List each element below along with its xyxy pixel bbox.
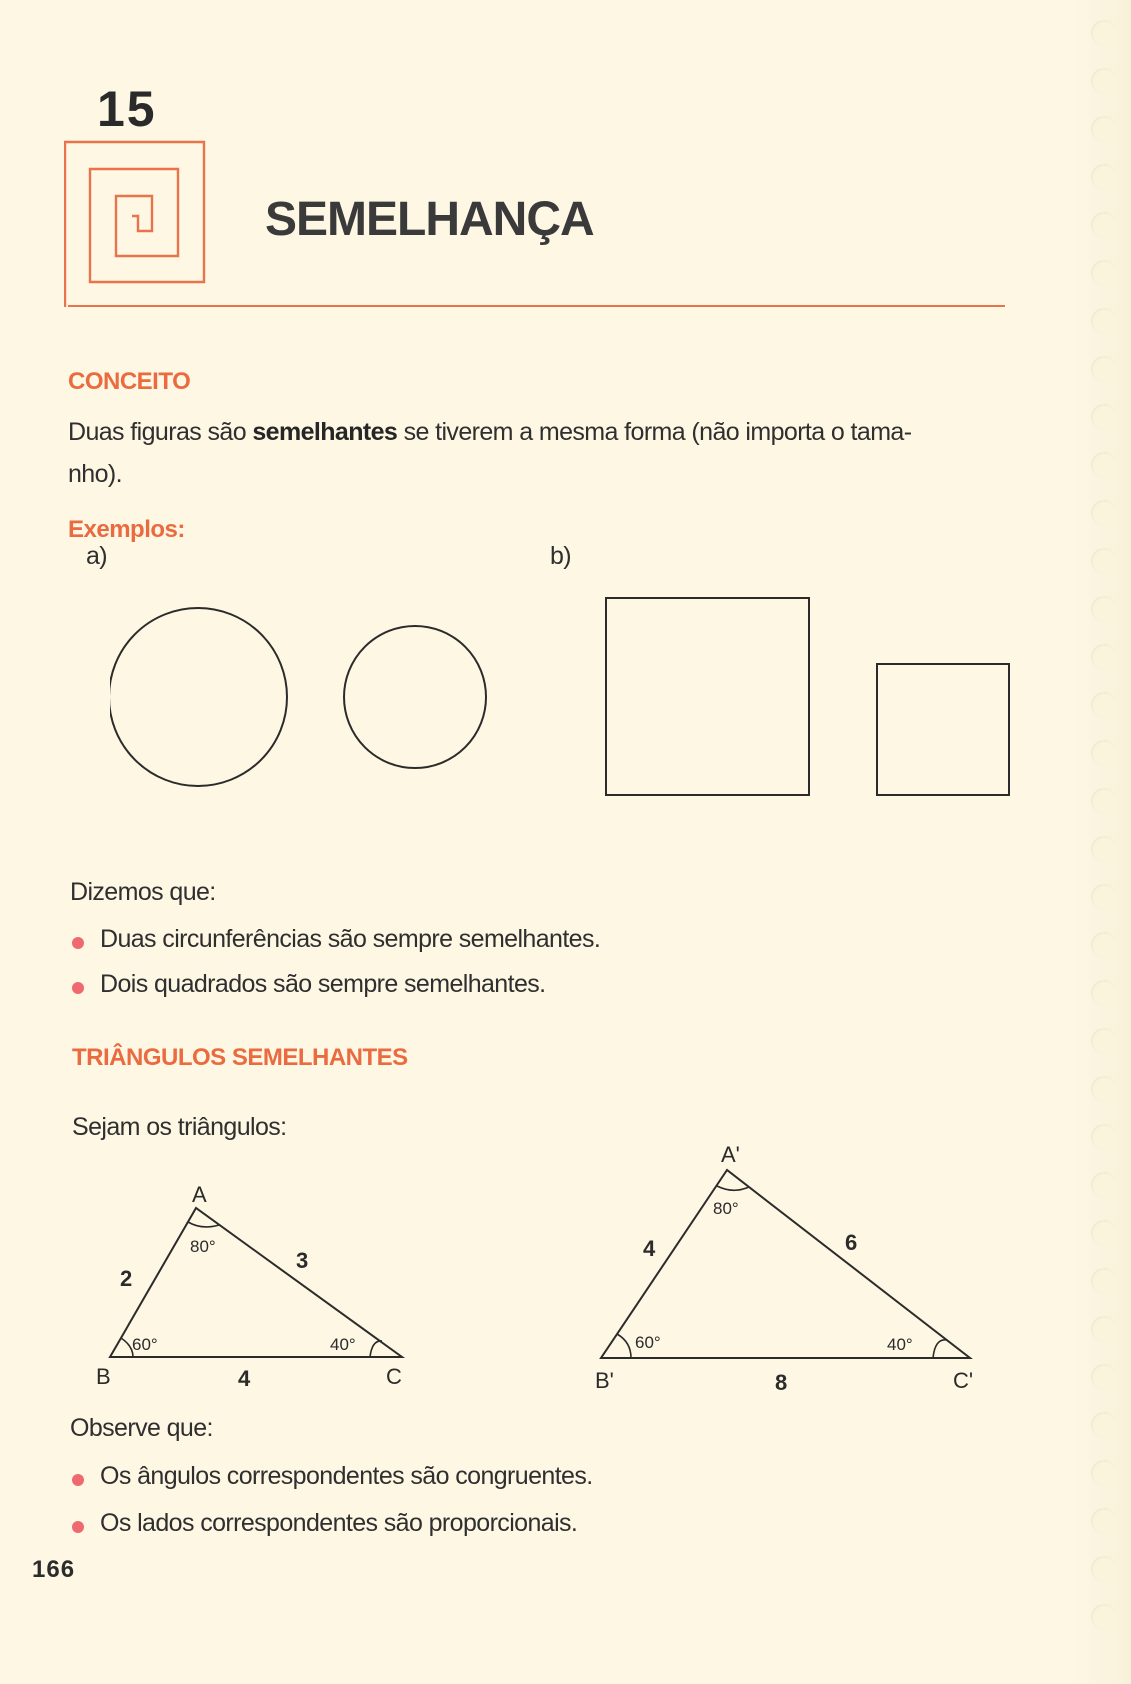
binder-hole	[1091, 500, 1117, 526]
angle-arc-c-prime	[933, 1340, 947, 1358]
binder-hole	[1091, 356, 1117, 382]
angle-label-a: 80°	[190, 1237, 216, 1256]
bullet-dot	[72, 1521, 84, 1533]
dizemos-intro: Dizemos que:	[70, 878, 216, 906]
angle-arc-b-prime	[617, 1334, 631, 1358]
large-square	[606, 598, 809, 795]
side-label-b-prime-c-prime: 8	[775, 1370, 788, 1395]
exemplos-heading: Exemplos:	[68, 516, 185, 543]
triangle-abc-prime-shape	[601, 1170, 970, 1358]
angle-arc-a-prime	[717, 1186, 749, 1190]
binder-hole	[1091, 692, 1117, 718]
conceito-paragraph-line2: nho).	[68, 460, 122, 488]
bullet-dot	[72, 1474, 84, 1486]
binder-hole	[1091, 548, 1117, 574]
observe-intro: Observe que:	[70, 1414, 213, 1442]
binder-hole	[1091, 932, 1117, 958]
side-label-ab: 2	[120, 1266, 133, 1291]
binder-hole	[1091, 212, 1117, 238]
dizemos-bullet-2: Dois quadrados são sempre semelhantes.	[100, 970, 546, 998]
conceito-paragraph-line1	[68, 418, 911, 447]
angle-arc-a	[188, 1222, 219, 1227]
binder-holes-strip	[1071, 0, 1131, 1684]
binder-hole	[1091, 1316, 1117, 1342]
conceito-heading: CONCEITO	[68, 368, 191, 395]
chapter-spiral-icon	[64, 136, 214, 308]
conceito-text-before: Duas figuras são	[68, 418, 253, 446]
binder-hole	[1091, 1124, 1117, 1150]
binder-hole	[1091, 980, 1117, 1006]
bullet-dot	[72, 982, 84, 994]
vertex-label-b-prime: B'	[595, 1368, 614, 1393]
triangulos-heading: TRIÂNGULOS SEMELHANTES	[72, 1044, 408, 1071]
binder-hole	[1091, 164, 1117, 190]
example-circles	[110, 600, 500, 800]
binder-hole	[1091, 1076, 1117, 1102]
binder-hole	[1091, 20, 1117, 46]
binder-hole	[1091, 116, 1117, 142]
binder-hole	[1091, 740, 1117, 766]
small-circle	[344, 626, 486, 768]
binder-hole	[1091, 596, 1117, 622]
angle-label-b-prime: 60°	[635, 1333, 661, 1352]
example-squares	[605, 597, 1015, 802]
binder-hole	[1091, 260, 1117, 286]
observe-bullet-2: Os lados correspondentes são proporcionais.	[100, 1509, 578, 1537]
binder-hole	[1091, 404, 1117, 430]
conceito-bold-term: semelhantes	[252, 418, 398, 446]
angle-label-c-prime: 40°	[887, 1335, 913, 1354]
binder-hole	[1091, 1220, 1117, 1246]
page-number: 166	[32, 1556, 76, 1583]
vertex-label-a-prime: A'	[721, 1142, 740, 1167]
binder-hole	[1091, 308, 1117, 334]
angle-label-b: 60°	[132, 1335, 158, 1354]
chapter-number: 15	[97, 81, 157, 137]
header-rule	[68, 305, 1005, 307]
binder-hole	[1091, 1460, 1117, 1486]
example-b-label: b)	[550, 542, 572, 570]
binder-hole	[1091, 1268, 1117, 1294]
binder-hole	[1091, 836, 1117, 862]
binder-hole	[1091, 1028, 1117, 1054]
chapter-title: SEMELHANÇA	[265, 193, 594, 246]
observe-bullet-1: Os ângulos correspondentes são congruentes.	[100, 1462, 593, 1490]
bullet-dot	[72, 937, 84, 949]
triangle-abc	[90, 1160, 430, 1400]
angle-label-c: 40°	[330, 1335, 356, 1354]
binder-hole	[1091, 788, 1117, 814]
binder-hole	[1091, 68, 1117, 94]
binder-hole	[1091, 1604, 1117, 1630]
binder-hole	[1091, 1364, 1117, 1390]
vertex-label-c-prime: C'	[953, 1368, 974, 1393]
triangle-abc-prime	[595, 1120, 995, 1400]
vertex-label-c: C	[386, 1364, 402, 1389]
binder-hole	[1091, 1556, 1117, 1582]
example-a-label: a)	[86, 542, 108, 570]
side-label-a-prime-c-prime: 6	[845, 1230, 858, 1255]
small-square	[877, 664, 1009, 795]
angle-arc-c	[370, 1341, 382, 1357]
side-label-a-prime-b-prime: 4	[643, 1236, 656, 1261]
binder-hole	[1091, 1508, 1117, 1534]
side-label-ac: 3	[296, 1248, 309, 1273]
binder-hole	[1091, 1412, 1117, 1438]
binder-hole	[1091, 884, 1117, 910]
binder-hole	[1091, 1172, 1117, 1198]
vertex-label-b: B	[96, 1364, 111, 1389]
binder-hole	[1091, 452, 1117, 478]
side-label-bc: 4	[238, 1366, 251, 1391]
angle-label-a-prime: 80°	[713, 1199, 739, 1218]
triangulos-intro: Sejam os triângulos:	[72, 1113, 287, 1141]
large-circle	[110, 608, 287, 786]
binder-hole	[1091, 644, 1117, 670]
vertex-label-a: A	[192, 1182, 207, 1207]
dizemos-bullet-1: Duas circunferências são sempre semelhantes.	[100, 925, 601, 953]
conceito-text-after: se tiverem a mesma forma (não importa o tama-	[397, 418, 912, 446]
